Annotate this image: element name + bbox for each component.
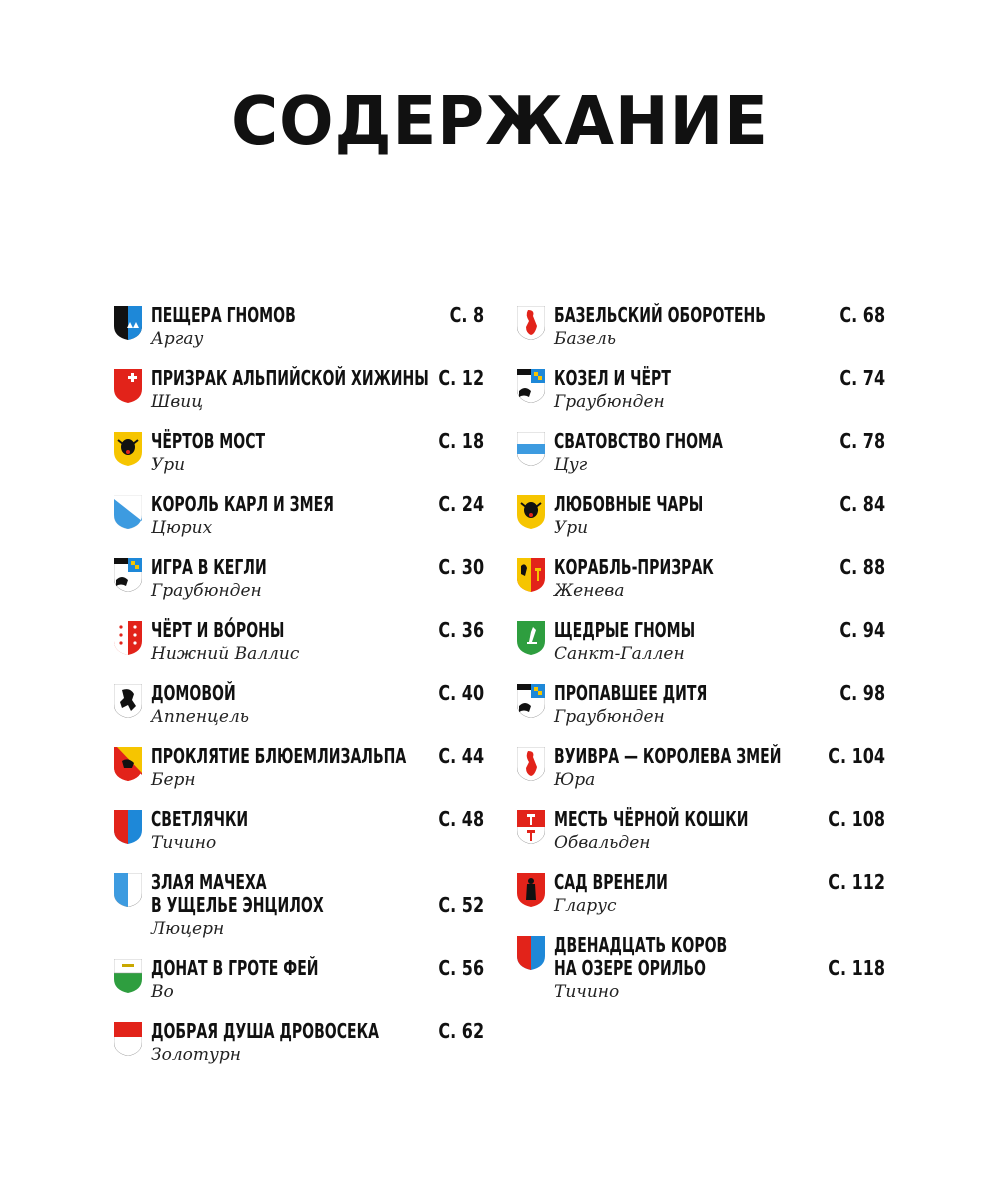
story-title: КОРАБЛЬ-ПРИЗРАК xyxy=(554,555,714,579)
toc-entry[interactable] xyxy=(517,806,885,869)
canton-name: Тичино xyxy=(554,982,620,1002)
story-title: ПРОПАВШЕЕ ДИТЯ xyxy=(554,681,708,705)
toc-entry[interactable] xyxy=(517,932,885,1018)
page-number: С. 68 xyxy=(839,303,885,327)
obwalden-crest-icon xyxy=(517,810,545,844)
basel-crest-icon xyxy=(517,306,545,340)
graubunden-crest-icon xyxy=(517,684,545,718)
page-number: С. 108 xyxy=(828,807,885,831)
canton-name: Граубюнден xyxy=(554,392,665,412)
aargau-crest-icon xyxy=(114,306,142,340)
canton-name: Берн xyxy=(151,770,196,790)
page-number: С. 84 xyxy=(839,492,885,516)
uri-crest-icon xyxy=(517,495,545,529)
toc-entry[interactable] xyxy=(114,869,484,955)
vaud-crest-icon xyxy=(114,959,142,993)
page-number: С. 8 xyxy=(449,303,484,327)
page-number: С. 78 xyxy=(839,429,885,453)
canton-name: Санкт-Галлен xyxy=(554,644,685,664)
toc-left-column xyxy=(114,302,484,1081)
page-number: С. 12 xyxy=(438,366,484,390)
toc-entry[interactable] xyxy=(114,365,484,428)
story-title: САД ВРЕНЕЛИ xyxy=(554,870,668,894)
story-title: ПРИЗРАК АЛЬПИЙСКОЙ ХИЖИНЫ xyxy=(151,366,429,390)
canton-name: Люцерн xyxy=(151,919,225,939)
page-number: С. 56 xyxy=(438,956,484,980)
toc-right-column xyxy=(517,302,885,1018)
graubunden-crest-icon xyxy=(114,558,142,592)
lucerne-crest-icon xyxy=(114,873,142,907)
story-title: СВЕТЛЯЧКИ xyxy=(151,807,249,831)
story-title: ЧЁРТ И ВО́РОНЫ xyxy=(151,618,285,642)
page-number: С. 36 xyxy=(438,618,484,642)
page-number: С. 48 xyxy=(438,807,484,831)
canton-name: Ури xyxy=(554,518,589,538)
story-title: ДОБРАЯ ДУША ДРОВОСЕКА xyxy=(151,1019,379,1043)
page-number: С. 112 xyxy=(828,870,885,894)
page-number: С. 98 xyxy=(839,681,885,705)
glarus-crest-icon xyxy=(517,873,545,907)
page-number: С. 52 xyxy=(438,893,484,917)
page-number: С. 24 xyxy=(438,492,484,516)
canton-name: Юра xyxy=(554,770,596,790)
story-title: ЩЕДРЫЕ ГНОМЫ xyxy=(554,618,696,642)
graubunden-crest-icon xyxy=(517,369,545,403)
canton-name: Женева xyxy=(554,581,625,601)
schwyz-crest-icon xyxy=(114,369,142,403)
story-title: ПЕЩЕРА ГНОМОВ xyxy=(151,303,296,327)
page-number: С. 104 xyxy=(828,744,885,768)
story-title: ЛЮБОВНЫЕ ЧАРЫ xyxy=(554,492,704,516)
story-title: ДОНАТ В ГРОТЕ ФЕЙ xyxy=(151,956,319,980)
bern-crest-icon xyxy=(114,747,142,781)
page-number: С. 118 xyxy=(828,956,885,980)
toc-entry[interactable] xyxy=(114,617,484,680)
canton-name: Граубюнден xyxy=(151,581,262,601)
story-title: ЗЛАЯ МАЧЕХА В УЩЕЛЬЕ ЭНЦИЛОХ xyxy=(151,870,324,917)
story-title: СВАТОВСТВО ГНОМА xyxy=(554,429,723,453)
toc-entry[interactable] xyxy=(114,428,484,491)
toc-entry[interactable] xyxy=(517,302,885,365)
page-number: С. 18 xyxy=(438,429,484,453)
page-number: С. 44 xyxy=(438,744,484,768)
solothurn-crest-icon xyxy=(114,1022,142,1056)
toc-entry[interactable] xyxy=(517,365,885,428)
toc-entry[interactable] xyxy=(517,554,885,617)
valais-crest-icon xyxy=(114,621,142,655)
canton-name: Швиц xyxy=(151,392,204,412)
toc-entry[interactable] xyxy=(517,617,885,680)
toc-entry[interactable] xyxy=(517,869,885,932)
canton-name: Граубюнден xyxy=(554,707,665,727)
zurich-crest-icon xyxy=(114,495,142,529)
toc-entry[interactable] xyxy=(114,1018,484,1081)
page-number: С. 94 xyxy=(839,618,885,642)
jura-crest-icon xyxy=(517,747,545,781)
st-gallen-crest-icon xyxy=(517,621,545,655)
story-title: ДОМОВОЙ xyxy=(151,681,236,705)
canton-name: Тичино xyxy=(151,833,217,853)
toc-entry[interactable] xyxy=(517,491,885,554)
ticino-crest-icon xyxy=(517,936,545,970)
toc-entry[interactable] xyxy=(114,680,484,743)
canton-name: Цюрих xyxy=(151,518,213,538)
toc-entry[interactable] xyxy=(114,554,484,617)
canton-name: Аргау xyxy=(151,329,204,349)
toc-entry[interactable] xyxy=(114,743,484,806)
canton-name: Нижний Валлис xyxy=(151,644,300,664)
story-title: МЕСТЬ ЧЁРНОЙ КОШКИ xyxy=(554,807,749,831)
ticino-crest-icon xyxy=(114,810,142,844)
page-number: С. 62 xyxy=(438,1019,484,1043)
canton-name: Во xyxy=(151,982,174,1002)
toc-entry[interactable] xyxy=(114,302,484,365)
zug-crest-icon xyxy=(517,432,545,466)
canton-name: Аппенцель xyxy=(151,707,250,727)
story-title: ПРОКЛЯТИЕ БЛЮЕМЛИЗАЛЬПА xyxy=(151,744,407,768)
toc-entry[interactable] xyxy=(114,491,484,554)
toc-entry[interactable] xyxy=(517,428,885,491)
geneva-crest-icon xyxy=(517,558,545,592)
page-title: СОДЕРЖАНИЕ xyxy=(231,83,769,161)
canton-name: Цуг xyxy=(554,455,588,475)
appenzell-crest-icon xyxy=(114,684,142,718)
canton-name: Ури xyxy=(151,455,186,475)
story-title: БАЗЕЛЬСКИЙ ОБОРОТЕНЬ xyxy=(554,303,766,327)
toc-entry[interactable] xyxy=(114,806,484,869)
story-title: ЧЁРТОВ МОСТ xyxy=(151,429,266,453)
toc-entry[interactable] xyxy=(114,955,484,1018)
uri-crest-icon xyxy=(114,432,142,466)
toc-entry[interactable] xyxy=(517,743,885,806)
page-number: С. 74 xyxy=(839,366,885,390)
story-title: ВУИВРА — КОРОЛЕВА ЗМЕЙ xyxy=(554,744,782,768)
story-title: КОЗЕЛ И ЧЁРТ xyxy=(554,366,671,390)
canton-name: Базель xyxy=(554,329,617,349)
page-number: С. 40 xyxy=(438,681,484,705)
toc-entry[interactable] xyxy=(517,680,885,743)
page-number: С. 88 xyxy=(839,555,885,579)
canton-name: Обвальден xyxy=(554,833,651,853)
story-title: ДВЕНАДЦАТЬ КОРОВ НА ОЗЕРЕ ОРИЛЬО xyxy=(554,933,728,980)
story-title: КОРОЛЬ КАРЛ И ЗМЕЯ xyxy=(151,492,334,516)
page-number: С. 30 xyxy=(438,555,484,579)
story-title: ИГРА В КЕГЛИ xyxy=(151,555,267,579)
canton-name: Золотурн xyxy=(151,1045,241,1065)
canton-name: Гларус xyxy=(554,896,617,916)
